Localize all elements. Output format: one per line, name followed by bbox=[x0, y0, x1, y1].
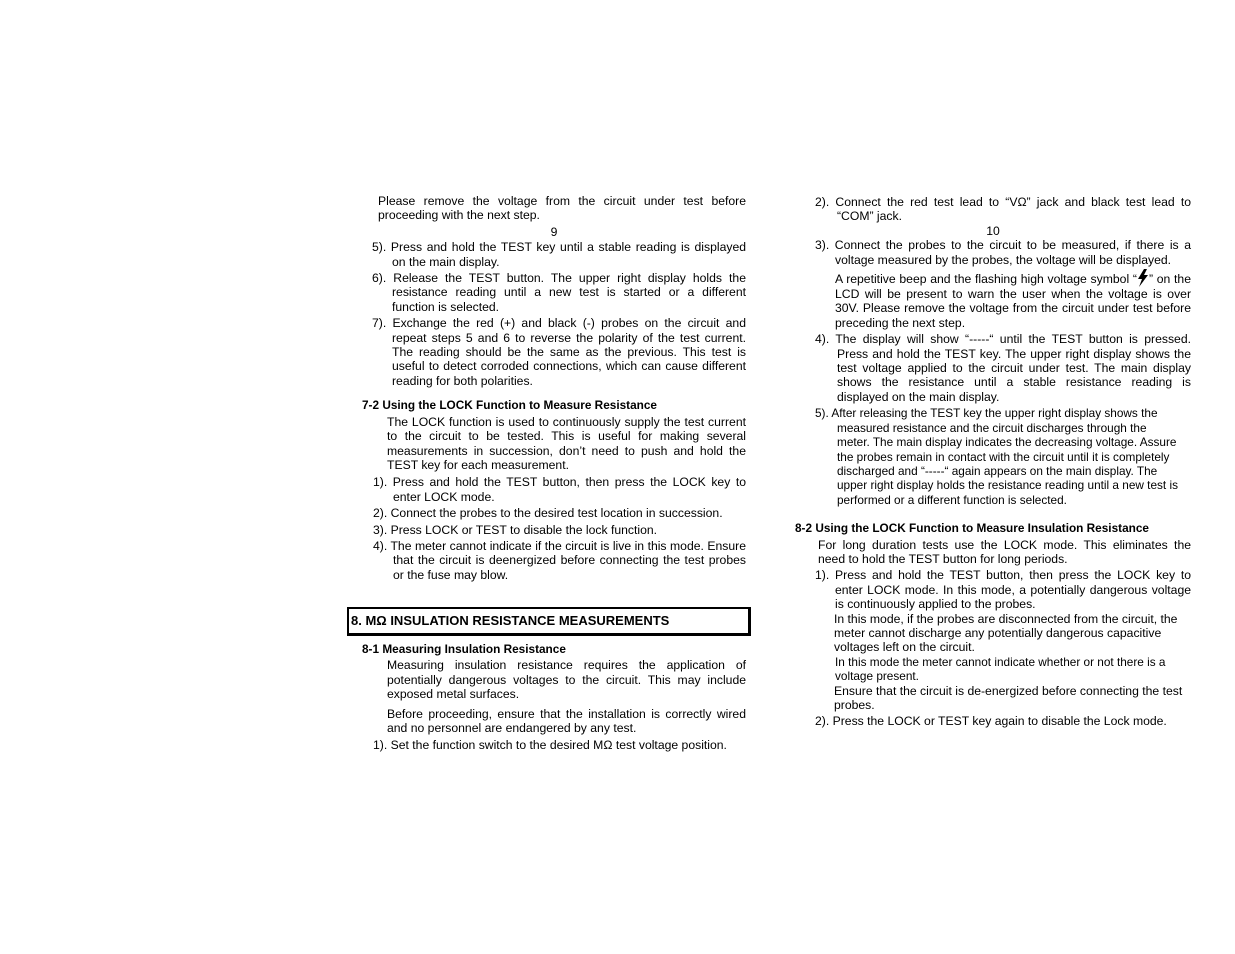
list-item: 7). Exchange the red (+) and black (-) probes on the circuit and repeat steps 5 and 6 to reverse the polarity of the test current. The reading should be the same as the previous. This test is useful to detect corroded connections, which can cause different reading for both polarities. bbox=[372, 316, 746, 388]
heading-8-1: 8-1 Measuring Insulation Resistance bbox=[362, 642, 566, 656]
list-item: 4). The display will show “-----“ until the TEST button is pressed. Press and hold the TEST key. The upper right display shows the test voltage applied to the circuit under test. The main display shows the resistance until a stable resistance reading is displayed on the main display. bbox=[815, 332, 1191, 404]
warning-text-pre: A repetitive beep and the flashing high voltage symbol “ bbox=[835, 272, 1137, 287]
list-item: 1). Press and hold the TEST button, then press the LOCK key to enter LOCK mode. bbox=[373, 475, 746, 504]
paragraph: Measuring insulation resistance requires the application of potentially dangerous voltages to the circuit. This may include exposed metal surfaces. bbox=[387, 658, 746, 702]
steps-group-b bbox=[362, 475, 746, 582]
page-number-9: 9 bbox=[550, 224, 558, 239]
list-item: 3). Connect the probes to the circuit to be measured, if there is a voltage measured by the probes, the voltage will be displayed. bbox=[815, 238, 1191, 267]
left-page bbox=[362, 194, 746, 584]
list-item: 5). Press and hold the TEST key until a stable reading is displayed on the main display. bbox=[372, 240, 746, 269]
intro-text: Please remove the voltage from the circuit under test before proceeding with the next step. bbox=[378, 194, 746, 223]
heading-8-2: 8-2 Using the LOCK Function to Measure Insulation Resistance bbox=[795, 521, 1149, 536]
page-number-10: 10 bbox=[986, 223, 1000, 238]
paragraph: Before proceeding, ensure that the installation is correctly wired and no personnel are endangered by any test. bbox=[387, 706, 746, 736]
list-item: 2). Press the LOCK or TEST key again to disable the Lock mode. bbox=[815, 714, 1167, 729]
list-item: 1). Press and hold the TEST button, then press the LOCK key to enter LOCK mode. In this mode, a potentially dangerous voltage is continuously applied to the probes. bbox=[815, 568, 1191, 612]
list-item: 1). Set the function switch to the desired MΩ test voltage position. bbox=[373, 738, 727, 753]
lock-description: The LOCK function is used to continuously supply the test current to the circuit to be tested. This is useful for making several measurements in succession, don’t need to push and hold the TEST key for each measurement. bbox=[387, 414, 746, 472]
high-voltage-bolt-icon bbox=[1137, 269, 1149, 287]
warning-text-post: ” on the LCD will be present to warn the user when the voltage is over 30V. Please remove the voltage from the circuit under test before preceding the next step. bbox=[835, 272, 1191, 330]
list-item: 2). Connect the red test lead to “VΩ” jack and black test lead to “COM” jack. bbox=[815, 195, 1191, 224]
warning-paragraph bbox=[795, 269, 1191, 330]
list-item: 4). The meter cannot indicate if the circuit is live in this mode. Ensure that the circuit is deenergized before connecting the test probes or the fuse may blow. bbox=[373, 538, 746, 582]
list-item: 5). After releasing the TEST key the upper right display shows the measured resistance and the circuit discharges through the meter. The main display indicates the decreasing voltage. Assure the probes remain in contact with the circuit until it is completely discharged and “-----“ again appears on the main display. The upper right display holds the resistance reading until a new test is performed or a different function is selected. bbox=[815, 406, 1178, 507]
right-page bbox=[795, 195, 1191, 731]
paragraph: For long duration tests use the LOCK mode. This eliminates the need to hold the TEST button for long periods. bbox=[818, 537, 1191, 566]
note: In this mode, if the probes are disconnected from the circuit, the meter cannot discharge any potentially dangerous capacitive voltages left on the circuit. bbox=[834, 611, 1178, 655]
list-item: 2). Connect the probes to the desired test location in succession. bbox=[373, 506, 723, 521]
steps-group-a bbox=[362, 240, 746, 388]
note: In this mode the meter cannot indicate whether or not there is a voltage present. bbox=[835, 654, 1166, 684]
section-8-title: 8. MΩ INSULATION RESISTANCE MEASUREMENTS bbox=[347, 607, 751, 636]
section-8-1 bbox=[362, 642, 746, 755]
heading-7-2: 7-2 Using the LOCK Function to Measure Resistance bbox=[362, 398, 657, 413]
note: Ensure that the circuit is de-energized before connecting the test probes. bbox=[834, 683, 1183, 712]
list-item: 6). Release the TEST button. The upper right display holds the resistance reading until a new test is started or a different function is selected. bbox=[372, 271, 746, 314]
list-item: 3). Press LOCK or TEST to disable the lock function. bbox=[373, 522, 658, 537]
